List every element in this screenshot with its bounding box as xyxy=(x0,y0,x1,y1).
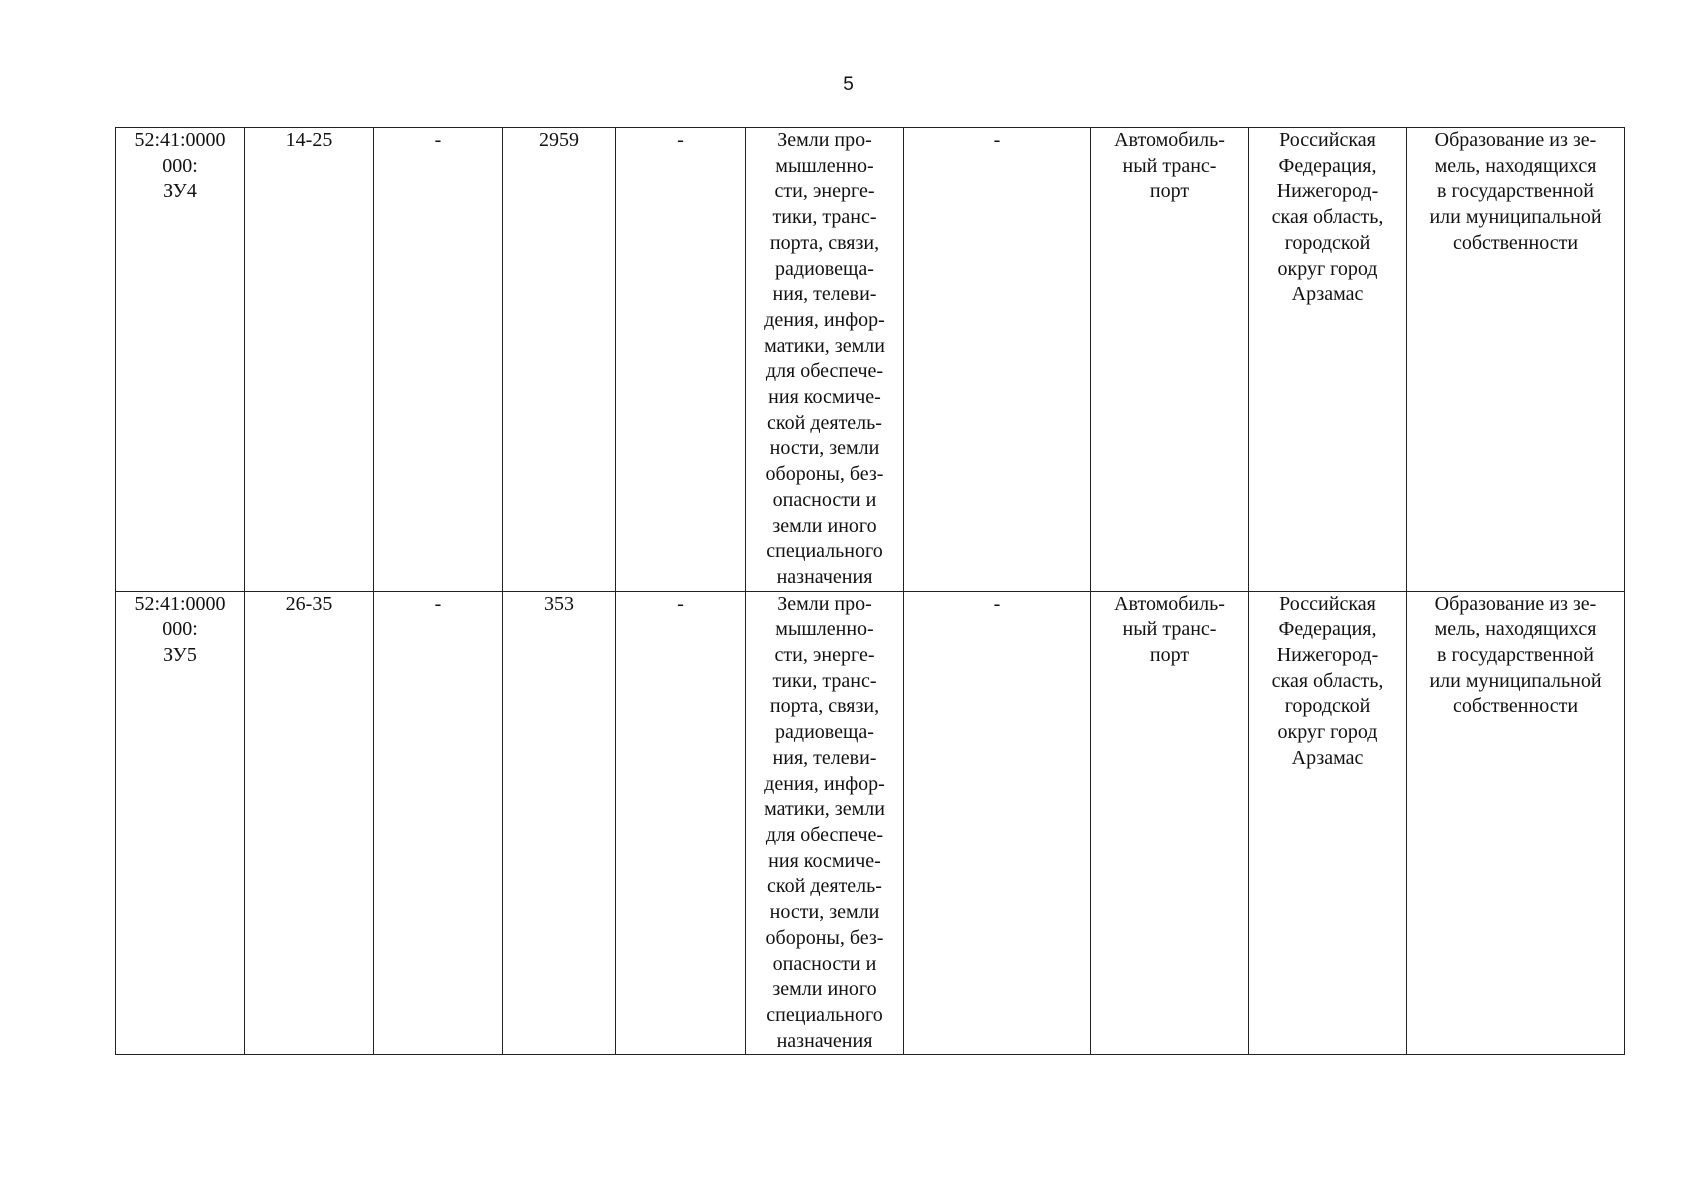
empty-value-cell: - xyxy=(374,128,503,592)
boundary-points-cell: 26-35 xyxy=(245,591,374,1055)
page-number: 5 xyxy=(843,74,854,95)
area-cell: 353 xyxy=(503,591,616,1055)
empty-value-cell: - xyxy=(616,591,746,1055)
location-cell: Российская Федерация, Нижегород- ская область, городской округ город Арзамас xyxy=(1249,128,1407,592)
empty-value-cell: - xyxy=(374,591,503,1055)
cadastral-number-cell: 52:41:0000 000: ЗУ5 xyxy=(116,591,245,1055)
empty-value-cell: - xyxy=(904,128,1091,592)
table-row xyxy=(116,591,1625,1055)
area-cell: 2959 xyxy=(503,128,616,592)
table-row xyxy=(116,128,1625,592)
land-category-cell: Земли про- мышленно- сти, энерге- тики, транс- порта, связи, радиовеща- ния, телеви- дения, инфор- матики, земли для обеспече- ния космиче- ской деятель- ности, земли обороны, без- опасности и земли иного специального назначения xyxy=(746,591,904,1055)
formation-method-cell: Образование из зе- мель, находящихся в государственной или муниципальной собственности xyxy=(1407,591,1625,1055)
cadastral-number-cell: 52:41:0000 000: ЗУ4 xyxy=(116,128,245,592)
land-category-cell: Земли про- мышленно- сти, энерге- тики, транс- порта, связи, радиовеща- ния, телеви- дения, инфор- матики, земли для обеспече- ния космиче- ской деятель- ности, земли обороны, без- опасности и земли иного специального назначения xyxy=(746,128,904,592)
location-cell: Российская Федерация, Нижегород- ская область, городской округ город Арзамас xyxy=(1249,591,1407,1055)
permitted-use-cell: Автомобиль- ный транс- порт xyxy=(1091,591,1249,1055)
formation-method-cell: Образование из зе- мель, находящихся в государственной или муниципальной собственности xyxy=(1407,128,1625,592)
permitted-use-cell: Автомобиль- ный транс- порт xyxy=(1091,128,1249,592)
empty-value-cell: - xyxy=(616,128,746,592)
empty-value-cell: - xyxy=(904,591,1091,1055)
boundary-points-cell: 14-25 xyxy=(245,128,374,592)
land-plots-table xyxy=(115,127,1625,1055)
